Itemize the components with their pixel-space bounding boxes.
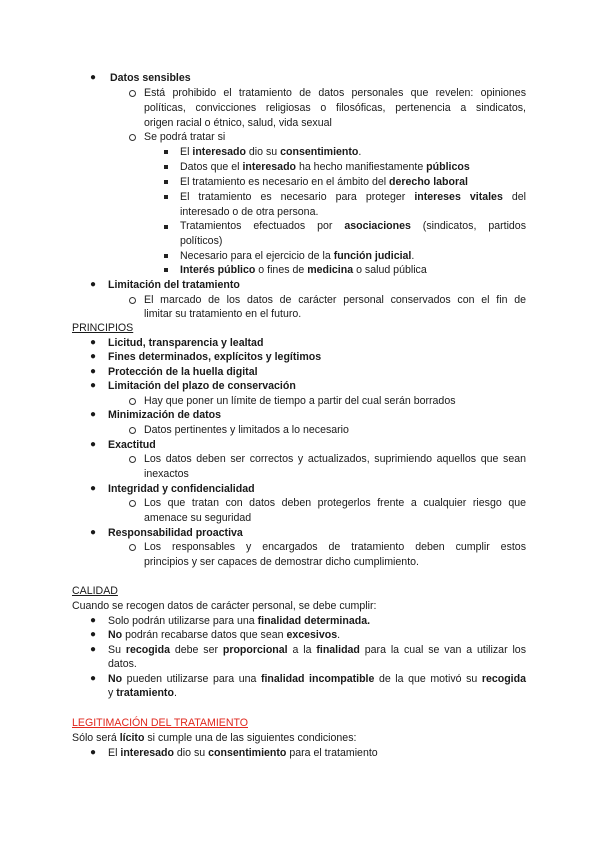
circle-bullet-icon bbox=[129, 500, 136, 507]
circle-bullet-icon bbox=[129, 134, 136, 141]
circle-bullet-icon bbox=[129, 297, 136, 304]
section-title-legitimacion: LEGITIMACIÓN DEL TRATAMIENTO bbox=[72, 717, 248, 729]
condicion-item: El tratamiento es necesario para proteger intereses vitales del bbox=[180, 191, 526, 203]
calidad-item: Solo podrán utilizarse para una finalidad determinada. bbox=[108, 615, 371, 627]
square-bullet-icon bbox=[164, 225, 168, 229]
heading-limitacion: Limitación del tratamiento bbox=[108, 279, 240, 291]
square-bullet-icon bbox=[164, 180, 168, 184]
se-podra-tratar: Se podrá tratar si bbox=[144, 131, 226, 143]
principio-detail: Los responsables y encargados de tratamiento deben cumplir estos bbox=[144, 541, 526, 553]
square-bullet-icon bbox=[164, 150, 168, 154]
principio-item: Responsabilidad proactiva bbox=[108, 527, 243, 539]
calidad-item: Su recogida debe ser proporcional a la finalidad para la cual se van a utilizar los bbox=[108, 644, 526, 656]
condicion-item: Datos que el interesado ha hecho manifiestamente públicos bbox=[180, 161, 470, 173]
calidad-item: No pueden utilizarse para una finalidad incompatible de la que motivó su recogida bbox=[108, 673, 526, 685]
sensibles-text-line: políticas, convicciones religiosas o filosóficas, pertenencia a sindicatos, bbox=[144, 102, 526, 114]
bullet-icon: ● bbox=[90, 644, 97, 655]
bullet-icon: ● bbox=[90, 439, 97, 450]
square-bullet-icon bbox=[164, 254, 168, 258]
circle-bullet-icon bbox=[129, 456, 136, 463]
circle-bullet-icon bbox=[129, 427, 136, 434]
sensibles-text-line: Está prohibido el tratamiento de datos personales que revelen: opiniones bbox=[144, 87, 526, 99]
square-bullet-icon bbox=[164, 268, 168, 272]
condicion-item: El interesado dio su consentimiento. bbox=[180, 146, 362, 158]
bullet-icon: ● bbox=[90, 409, 97, 420]
condicion-item: Necesario para el ejercicio de la función judicial. bbox=[180, 250, 415, 262]
bullet-icon: ● bbox=[90, 673, 97, 684]
principio-detail: Los que tratan con datos deben protegerlos frente a cualquier riesgo que bbox=[144, 497, 526, 509]
bullet-icon: ● bbox=[90, 337, 97, 348]
principio-item: Integridad y confidencialidad bbox=[108, 483, 255, 495]
circle-bullet-icon bbox=[129, 90, 136, 97]
condicion-item: Interés público o fines de medicina o salud pública bbox=[180, 264, 427, 276]
bullet-icon: ● bbox=[90, 351, 97, 362]
heading-datos-sensibles: Datos sensibles bbox=[110, 72, 191, 84]
principio-detail: inexactos bbox=[144, 468, 189, 480]
principio-detail: Hay que poner un límite de tiempo a partir del cual serán borrados bbox=[144, 395, 456, 407]
circle-bullet-icon bbox=[129, 398, 136, 405]
section-title-principios: PRINCIPIOS bbox=[72, 322, 134, 334]
calidad-intro: Cuando se recogen datos de carácter personal, se debe cumplir: bbox=[72, 600, 377, 612]
condicion-item: El tratamiento es necesario en el ámbito del derecho laboral bbox=[180, 176, 468, 188]
principio-detail: principios y ser capaces de demostrar dicho cumplimiento. bbox=[144, 556, 419, 568]
principio-detail: Datos pertinentes y limitados a lo necesario bbox=[144, 424, 349, 436]
principio-detail: Los datos deben ser correctos y actualizados, suprimiendo aquellos que sean bbox=[144, 453, 526, 465]
limitacion-text-line: El marcado de los datos de carácter personal conservados con el fin de bbox=[144, 294, 526, 306]
condicion-item: Tratamientos efectuados por asociaciones (sindicatos, partidos bbox=[180, 220, 527, 232]
square-bullet-icon bbox=[164, 195, 168, 199]
principio-item: Protección de la huella digital bbox=[108, 366, 258, 378]
condicion-item-cont: interesado o de otra persona. bbox=[180, 206, 319, 218]
principio-item: Licitud, transparencia y lealtad bbox=[108, 337, 264, 349]
principio-detail: amenace su seguridad bbox=[144, 512, 252, 524]
bullet-icon: ● bbox=[90, 615, 97, 626]
bullet-icon: ● bbox=[90, 629, 97, 640]
bullet-icon: ● bbox=[90, 527, 97, 538]
calidad-item-cont: y tratamiento. bbox=[108, 687, 177, 699]
square-bullet-icon bbox=[164, 165, 168, 169]
limitacion-text-line: limitar su tratamiento en el futuro. bbox=[144, 308, 302, 320]
legitimacion-intro: Sólo será lícito si cumple una de las siguientes condiciones: bbox=[72, 732, 357, 744]
sensibles-text-line: origen racial o étnico, salud, vida sexual bbox=[144, 117, 332, 129]
principio-item: Exactitud bbox=[108, 439, 156, 451]
section-title-calidad: CALIDAD bbox=[72, 585, 118, 597]
bullet-icon: ● bbox=[90, 72, 97, 83]
principio-item: Limitación del plazo de conservación bbox=[108, 380, 296, 392]
legitimacion-item: El interesado dio su consentimiento para el tratamiento bbox=[108, 747, 378, 759]
bullet-icon: ● bbox=[90, 483, 97, 494]
calidad-item-cont: datos. bbox=[108, 658, 137, 670]
circle-bullet-icon bbox=[129, 544, 136, 551]
condicion-item-cont: políticos) bbox=[180, 235, 223, 247]
principio-item: Fines determinados, explícitos y legítimos bbox=[108, 351, 322, 363]
bullet-icon: ● bbox=[90, 747, 97, 758]
calidad-item: No podrán recabarse datos que sean excesivos. bbox=[108, 629, 341, 641]
bullet-icon: ● bbox=[90, 366, 97, 377]
principio-item: Minimización de datos bbox=[108, 409, 222, 421]
bullet-icon: ● bbox=[90, 279, 97, 290]
bullet-icon: ● bbox=[90, 380, 97, 391]
